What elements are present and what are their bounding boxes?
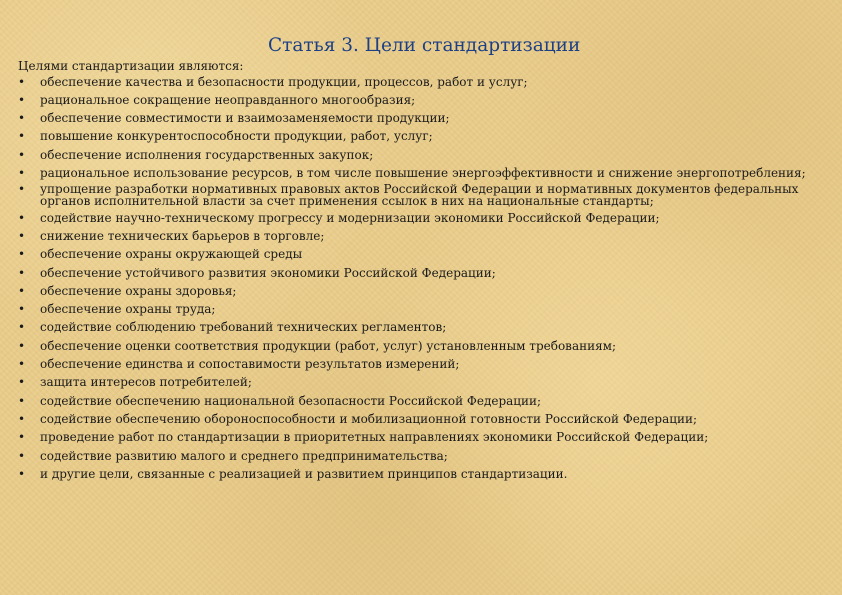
bullet-icon: • xyxy=(18,111,26,126)
list-item xyxy=(18,129,828,144)
list-item xyxy=(18,148,828,163)
bullet-icon: • xyxy=(18,466,26,481)
list-item-text: обеспечение единства и сопоставимости результатов измерений; xyxy=(40,357,460,372)
list-item xyxy=(18,467,828,482)
list-item xyxy=(18,412,828,427)
list-item-text: упрощение разработки нормативных правовых актов Российской Федерации и нормативных документов федеральных органов исполнительной власти за счет применения ссылок в них на национальные стандарты; xyxy=(40,182,799,209)
list-item-text: повышение конкурентоспособности продукции, работ, услуг; xyxy=(40,129,433,144)
list-item xyxy=(18,339,828,354)
list-item xyxy=(18,93,828,108)
list-item xyxy=(18,75,828,90)
bullet-icon: • xyxy=(18,92,26,107)
list-item xyxy=(18,166,828,179)
document-body xyxy=(18,59,828,485)
list-item xyxy=(18,302,828,317)
list-item-text: защита интересов потребителей; xyxy=(40,375,252,390)
bullet-icon: • xyxy=(18,357,26,372)
list-item-text: рациональное сокращение неоправданного многообразия; xyxy=(40,92,416,107)
list-item-text: обеспечение охраны труда; xyxy=(40,302,216,317)
bullet-icon: • xyxy=(18,228,26,243)
list-item-text: обеспечение исполнения государственных закупок; xyxy=(40,147,374,162)
list-item-text: рациональное использование ресурсов, в том числе повышение энергоэффективности и снижение энергопотребления; xyxy=(40,166,806,181)
list-item-text: обеспечение охраны здоровья; xyxy=(40,283,237,298)
list-item-text: обеспечение совместимости и взаимозаменяемости продукции; xyxy=(40,111,450,126)
bullet-icon: • xyxy=(18,375,26,390)
bullet-icon: • xyxy=(18,210,26,225)
list-item xyxy=(18,182,828,207)
bullet-icon: • xyxy=(18,129,26,144)
goals-list xyxy=(18,75,828,482)
bullet-icon: • xyxy=(18,411,26,426)
list-item-text: проведение работ по стандартизации в приоритетных направлениях экономики Российской Федерации; xyxy=(40,430,709,445)
list-item xyxy=(18,375,828,390)
bullet-icon: • xyxy=(18,320,26,335)
bullet-icon: • xyxy=(18,302,26,317)
bullet-icon: • xyxy=(18,448,26,463)
bullet-icon: • xyxy=(18,430,26,445)
page-title: Статья 3. Цели стандартизации xyxy=(268,35,581,56)
bullet-icon: • xyxy=(18,283,26,298)
bullet-icon: • xyxy=(18,265,26,280)
list-item xyxy=(18,229,828,244)
list-item xyxy=(18,430,828,445)
list-item-text: содействие научно-техническому прогрессу и модернизации экономики Российской Федерации; xyxy=(40,210,660,225)
list-item xyxy=(18,357,828,372)
list-item xyxy=(18,211,828,226)
intro-text: Целями стандартизации являются: xyxy=(18,59,244,73)
list-item-text: обеспечение охраны окружающей среды xyxy=(40,247,303,262)
bullet-icon: • xyxy=(18,182,26,197)
list-item xyxy=(18,111,828,126)
bullet-icon: • xyxy=(18,74,26,89)
bullet-icon: • xyxy=(18,393,26,408)
list-item xyxy=(18,394,828,409)
bullet-icon: • xyxy=(18,338,26,353)
list-item xyxy=(18,266,828,281)
list-item-text: и другие цели, связанные с реализацией и развитием принципов стандартизации. xyxy=(40,466,568,481)
list-item xyxy=(18,284,828,299)
list-item-text: содействие обеспечению национальной безопасности Российской Федерации; xyxy=(40,393,542,408)
list-item xyxy=(18,247,828,262)
list-item-text: обеспечение оценки соответствия продукции (работ, услуг) установленным требованиям; xyxy=(40,338,617,353)
list-item-text: обеспечение качества и безопасности продукции, процессов, работ и услуг; xyxy=(40,74,528,89)
list-item xyxy=(18,320,828,335)
list-item-text: снижение технических барьеров в торговле; xyxy=(40,228,325,243)
bullet-icon: • xyxy=(18,247,26,262)
list-item-text: содействие соблюдению требований технических регламентов; xyxy=(40,320,447,335)
list-item-text: содействие обеспечению обороноспособности и мобилизационной готовности Российской Федерации; xyxy=(40,411,697,426)
list-item-text: содействие развитию малого и среднего предпринимательства; xyxy=(40,448,448,463)
list-item xyxy=(18,449,828,464)
bullet-icon: • xyxy=(18,147,26,162)
list-item-text: обеспечение устойчивого развития экономики Российской Федерации; xyxy=(40,265,496,280)
bullet-icon: • xyxy=(18,166,26,181)
